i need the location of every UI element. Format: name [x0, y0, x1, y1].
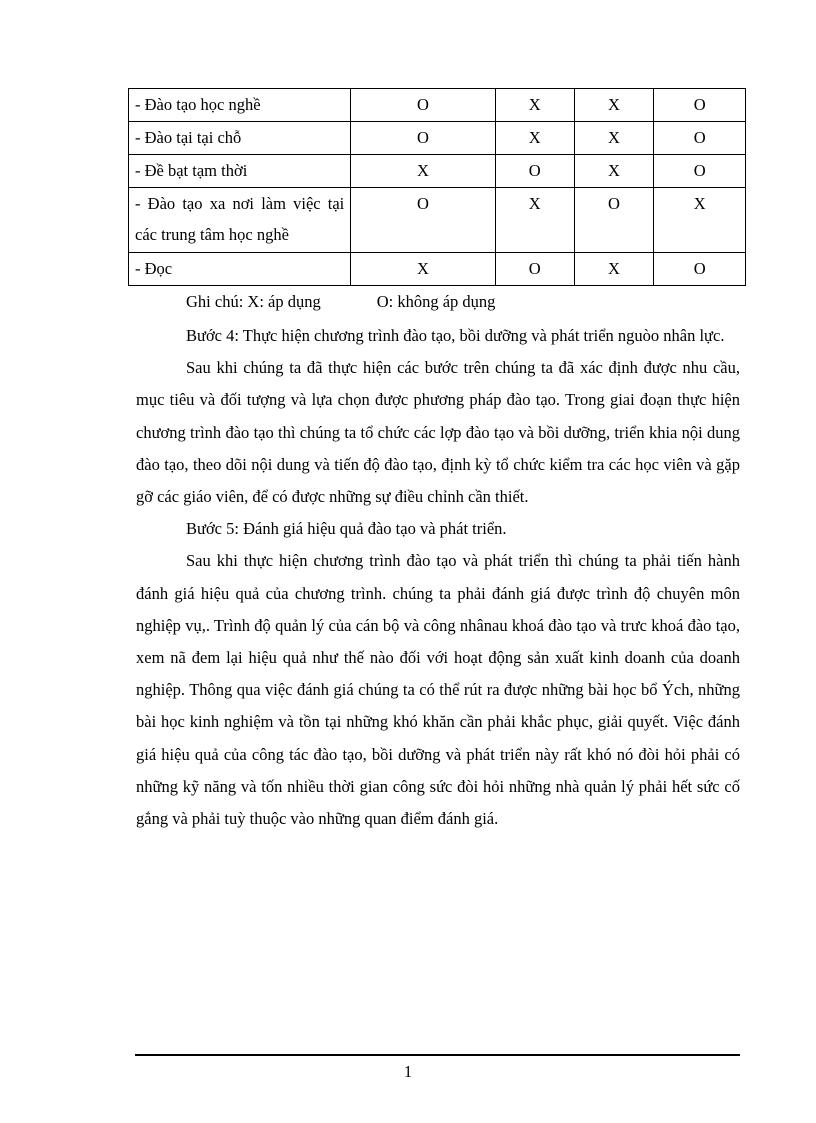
mark-cell: X	[495, 188, 574, 253]
training-methods-table	[128, 88, 746, 286]
mark-cell: O	[351, 122, 495, 155]
method-label: - Đào tại tại chỗ	[129, 122, 351, 155]
mark-cell: O	[495, 253, 574, 286]
note-o-label: O: không áp dụng	[376, 292, 496, 311]
mark-cell: O	[351, 188, 495, 253]
table-note	[186, 290, 495, 314]
mark-cell: O	[654, 89, 746, 122]
paragraph-step-5-detail: Sau khi thực hiện chương trình đào tạo và phát triển thì chúng ta phải tiến hành đánh giá hiệu quả của chương trình. chúng ta phải đánh giá được trình độ chuyên môn nghiệp vụ,. Trình độ quản lý của cán bộ và công nhânau khoá đào tạo và trưc khoá đào tạo, xem nã đem lại hiệu quả như thế nào đối với hoạt động sản xuất kinh doanh của doanh nghiệp. Thông qua việc đánh giá chúng ta có thể rút ra được những bài học bổ Ých, những bài học kinh nghiệm và tồn tại những khó khăn cần phải khắc phục, giải quyết. Việc đánh giá hiệu quả của công tác đào tạo, bồi dưỡng và phát triển này rất khó nó đòi hỏi phải có những kỹ năng và tốn nhiều thời gian công sức đòi hỏi những nhà quản lý phải hết sức cố gắng và phải tuỳ thuộc vào những quan điểm đánh giá.	[136, 551, 740, 829]
mark-cell: X	[351, 155, 495, 188]
body-text	[136, 320, 740, 835]
method-label: - Đề bạt tạm thời	[129, 155, 351, 188]
method-label: - Đào tạo học nghề	[129, 89, 351, 122]
mark-cell: O	[495, 155, 574, 188]
mark-cell: O	[574, 188, 654, 253]
table-row	[129, 155, 746, 188]
mark-cell: O	[351, 89, 495, 122]
mark-cell: O	[654, 155, 746, 188]
footer-divider	[135, 1054, 740, 1056]
note-x-label: Ghi chú: X: áp dụng	[186, 292, 321, 311]
mark-cell: X	[574, 253, 654, 286]
table-row	[129, 253, 746, 286]
mark-cell: X	[654, 188, 746, 253]
mark-cell: X	[574, 122, 654, 155]
mark-cell: X	[351, 253, 495, 286]
mark-cell: O	[654, 122, 746, 155]
mark-cell: O	[654, 253, 746, 286]
method-label: - Đào tạo xa nơi làm việc tại các trung tâm học nghề	[129, 188, 351, 253]
table-row	[129, 188, 746, 253]
mark-cell: X	[495, 122, 574, 155]
table-row	[129, 89, 746, 122]
paragraph-step-5: Bước 5: Đánh giá hiệu quả đào tạo và phát triển.	[186, 519, 507, 539]
mark-cell: X	[574, 155, 654, 188]
page-number: 1	[403, 1062, 413, 1081]
mark-cell: X	[574, 89, 654, 122]
table-row	[129, 122, 746, 155]
mark-cell: X	[495, 89, 574, 122]
paragraph-step-4-detail: Sau khi chúng ta đã thực hiện các bước trên chúng ta đã xác định được nhu cầu, mục tiêu và đối tượng và lựa chọn được phương pháp đào tạo. Trong giai đoạn thực hiện chương trình đào tạo thì chúng ta tổ chức các lợp đào tạo và bồi dưỡng, triển khia nội dung đào tạo, theo dõi nội dung và tiến độ đào tạo, định kỳ tổ chức kiểm tra các học viên và gặp gỡ các giáo viên, để có được những sự điều chỉnh cần thiết.	[136, 358, 740, 507]
paragraph-step-4: Bước 4: Thực hiện chương trình đào tạo, bồi dưỡng và phát triển nguòo nhân lực.	[186, 326, 725, 345]
method-label: - Đọc	[129, 253, 351, 286]
